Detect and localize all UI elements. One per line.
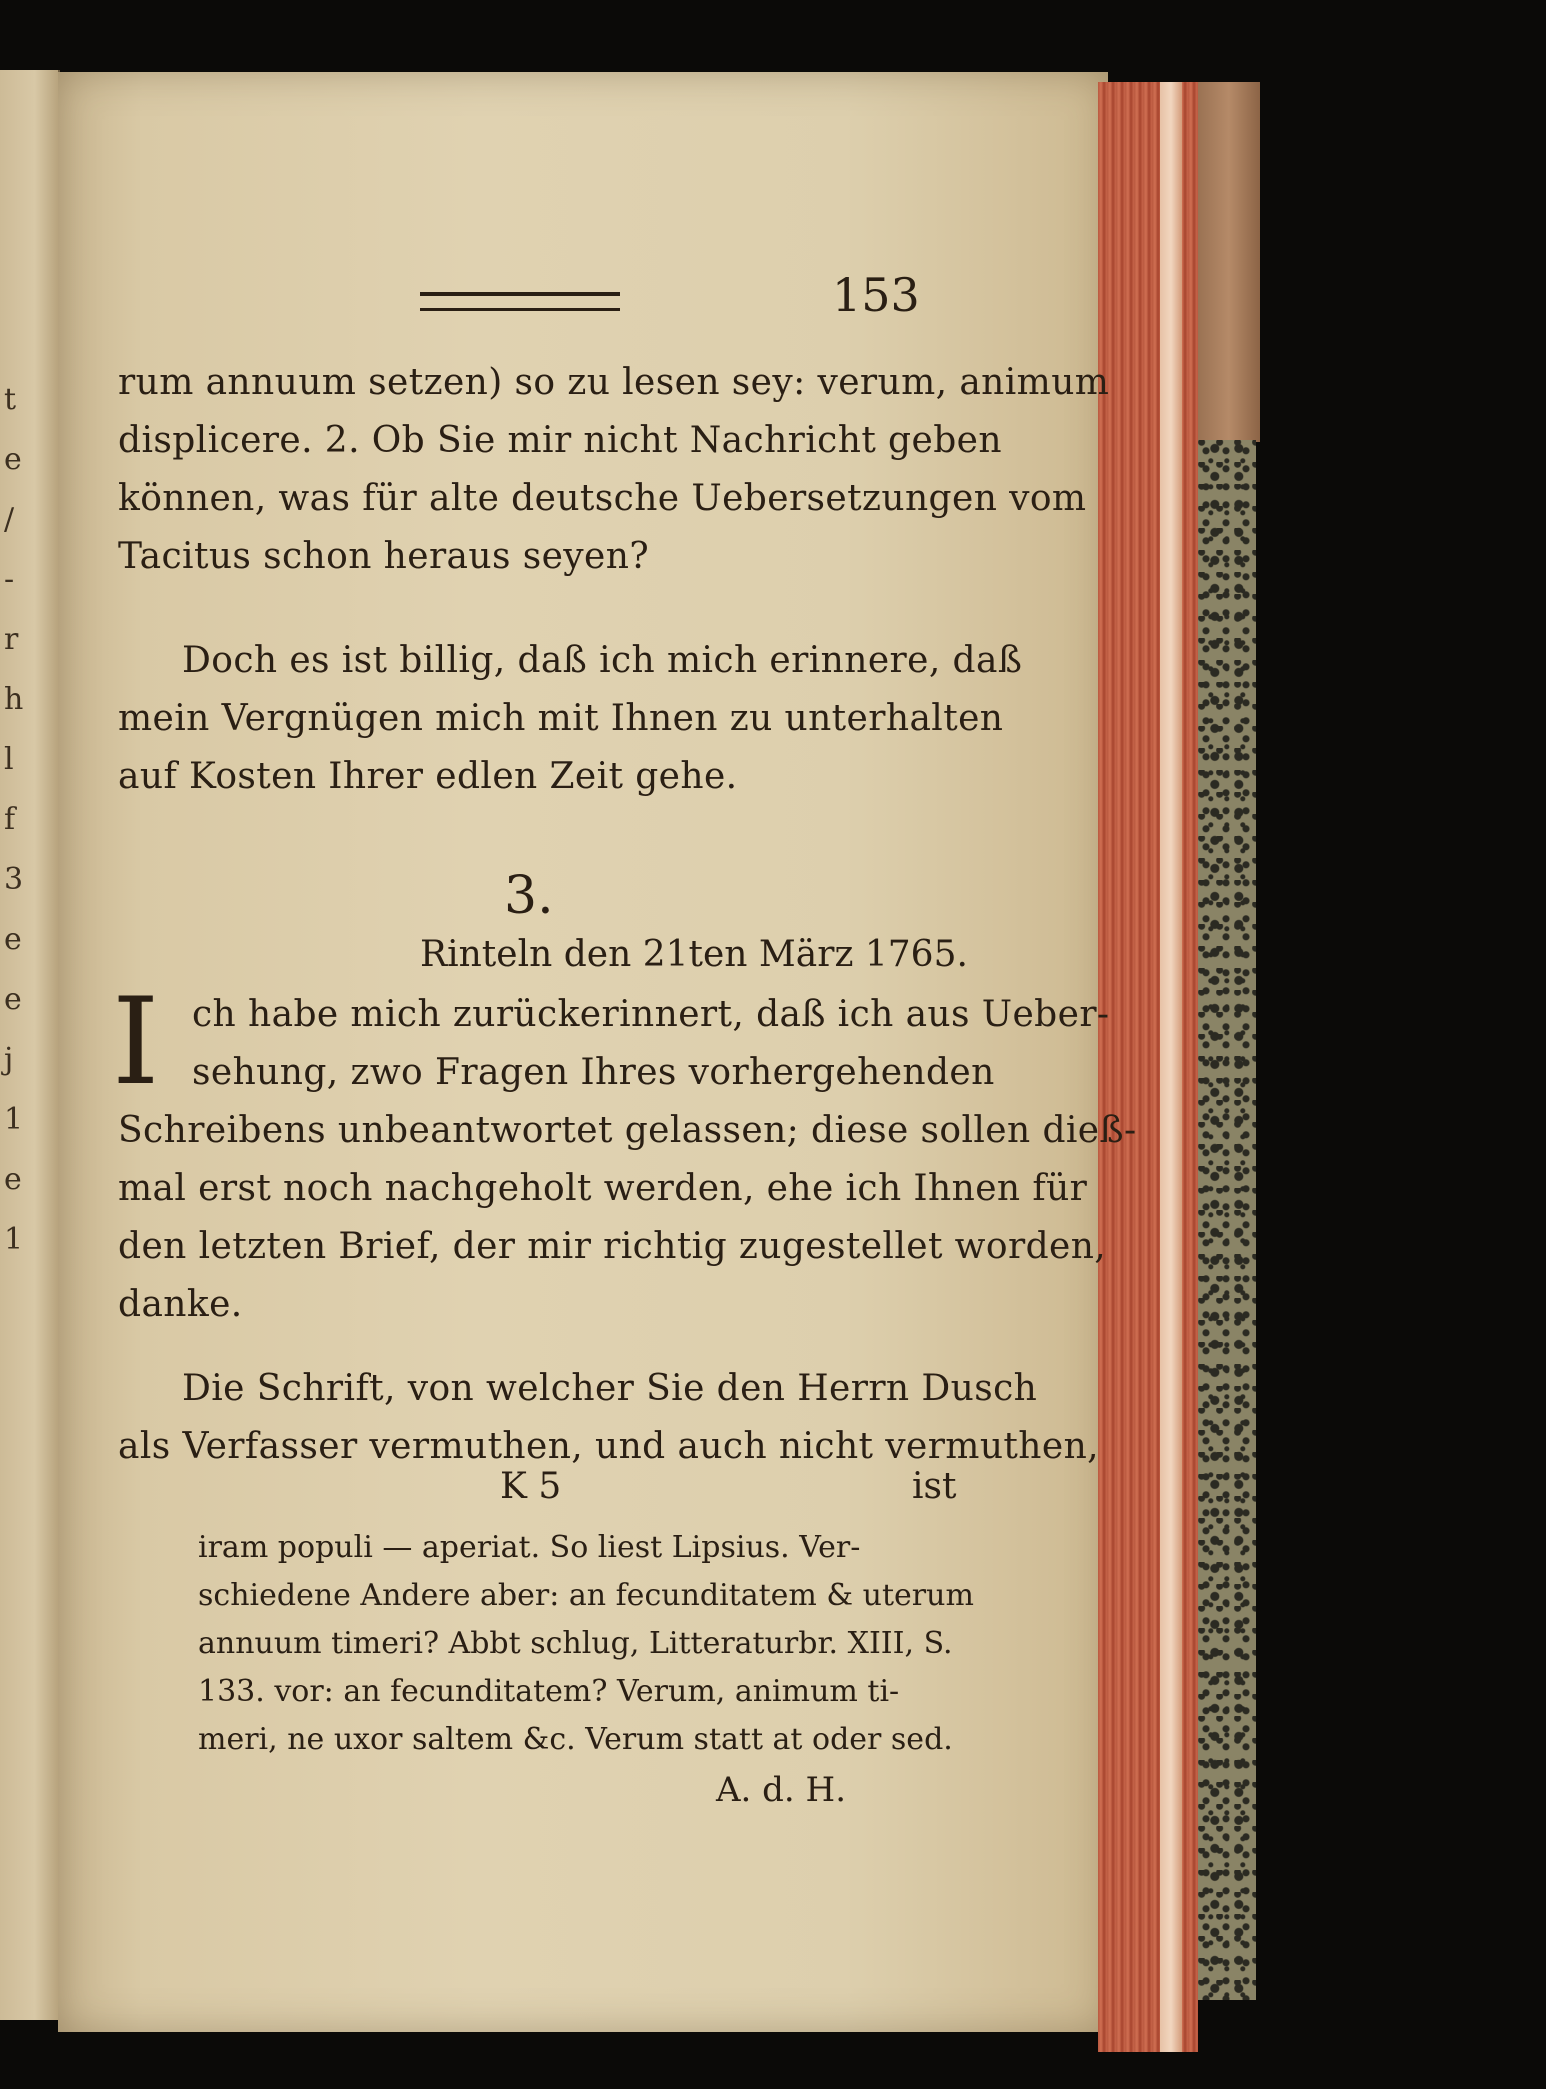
facing-page <box>0 70 60 2020</box>
footnote-line: iram populi — aperiat. So liest Lipsius. Ver- <box>198 1530 861 1565</box>
text-line: Tacitus schon heraus seyen? <box>118 536 650 577</box>
facing-page-mark: f <box>4 802 16 837</box>
marbled-cover-board <box>1198 440 1256 2000</box>
facing-page-mark: 1 <box>4 1222 24 1257</box>
section-number: 3. <box>504 866 554 926</box>
text-line: Schreibens unbeantwortet gelassen; diese sollen dieß- <box>118 1110 1137 1151</box>
page-edge-highlight <box>1160 82 1182 2052</box>
text-line: Doch es ist billig, daß ich mich erinnere, daß <box>182 640 1023 681</box>
text-line: mein Vergnügen mich mit Ihnen zu unterhalten <box>118 698 1004 739</box>
text-line: mal erst noch nachgeholt werden, ehe ich Ihnen für <box>118 1168 1088 1209</box>
facing-page-mark: - <box>4 562 15 597</box>
header-rule <box>420 292 620 311</box>
text-line: als Verfasser vermuthen, und auch nicht vermuthen, <box>118 1426 1100 1467</box>
facing-page-mark: e <box>4 922 22 957</box>
footnote-signature: A. d. H. <box>716 1770 847 1810</box>
facing-page-marks <box>4 370 28 1270</box>
text-line: ch habe mich zurückerinnert, daß ich aus Ueber- <box>192 994 1110 1035</box>
catchword: ist <box>912 1466 957 1507</box>
page-edge <box>1098 82 1198 2052</box>
text-line: rum annuum setzen) so zu lesen sey: verum, animum <box>118 362 1110 403</box>
facing-page-mark: h <box>4 682 24 717</box>
footnote-line: 133. vor: an fecunditatem? Verum, animum ti- <box>198 1674 900 1709</box>
facing-page-mark: / <box>4 502 15 537</box>
facing-page-mark: t <box>4 382 17 417</box>
text-line: können, was für alte deutsche Uebersetzungen vom <box>118 478 1087 519</box>
facing-page-mark: e <box>4 1162 22 1197</box>
text-line: displicere. 2. Ob Sie mir nicht Nachricht geben <box>118 420 1002 461</box>
facing-page-mark: j <box>4 1042 14 1077</box>
letter-dateline: Rinteln den 21ten März 1765. <box>420 934 968 975</box>
text-line: danke. <box>118 1284 243 1325</box>
facing-page-mark: 1 <box>4 1102 24 1137</box>
footnote-line: schiedene Andere aber: an fecunditatem & uterum <box>198 1578 974 1613</box>
cover-board-top <box>1198 82 1260 442</box>
facing-page-mark: l <box>4 742 14 777</box>
facing-page-mark: e <box>4 442 22 477</box>
footnote-line: meri, ne uxor saltem &c. Verum statt at oder sed. <box>198 1722 953 1757</box>
drop-capital: I <box>112 973 160 1112</box>
text-line: sehung, zwo Fragen Ihres vorhergehenden <box>192 1052 995 1093</box>
facing-page-mark: 3 <box>4 862 24 897</box>
text-line: Die Schrift, von welcher Sie den Herrn Dusch <box>182 1368 1038 1409</box>
text-line: den letzten Brief, der mir richtig zugestellet worden, <box>118 1226 1107 1267</box>
footnote-line: annuum timeri? Abbt schlug, Litteraturbr. XIII, S. <box>198 1626 953 1661</box>
page-number: 153 <box>832 268 920 322</box>
signature-mark: K 5 <box>500 1466 562 1507</box>
facing-page-mark: e <box>4 982 22 1017</box>
facing-page-mark: r <box>4 622 19 657</box>
text-line: auf Kosten Ihrer edlen Zeit gehe. <box>118 756 738 797</box>
